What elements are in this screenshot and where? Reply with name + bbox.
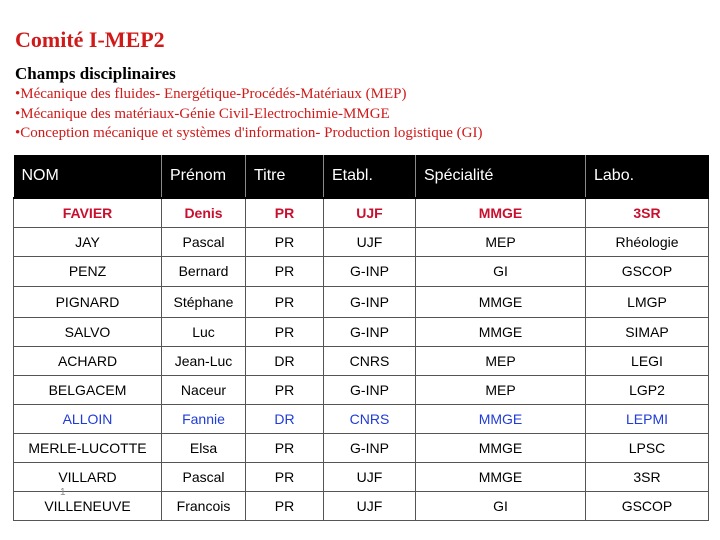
cell-etabl: UJF xyxy=(324,462,416,491)
cell-titre: PR xyxy=(246,256,324,286)
column-header-specialite: Spécialité xyxy=(416,155,586,198)
discipline-item: •Mécanique des fluides- Energétique-Procédés-Matériaux (MEP) xyxy=(15,86,407,102)
cell-labo: 3SR xyxy=(586,198,709,227)
committee-table xyxy=(13,155,709,521)
cell-titre: PR xyxy=(246,375,324,404)
cell-nom: ALLOIN xyxy=(14,404,162,433)
cell-titre: PR xyxy=(246,491,324,520)
cell-nom: BELGACEM xyxy=(14,375,162,404)
cell-specialite: GI xyxy=(416,256,586,286)
cell-specialite: MEP xyxy=(416,375,586,404)
table-row xyxy=(14,227,709,256)
table-row xyxy=(14,375,709,404)
cell-prenom: Elsa xyxy=(162,433,246,462)
cell-etabl: UJF xyxy=(324,198,416,227)
discipline-list xyxy=(15,85,482,144)
cell-specialite: MMGE xyxy=(416,198,586,227)
table-row xyxy=(14,404,709,433)
cell-nom: VILLENEUVE xyxy=(14,491,162,520)
cell-prenom: Pascal xyxy=(162,462,246,491)
discipline-item: •Mécanique des matériaux-Génie Civil-Electrochimie-MMGE xyxy=(15,105,390,122)
table-row xyxy=(14,286,709,317)
cell-prenom: Denis xyxy=(162,198,246,227)
cell-specialite: MEP xyxy=(416,346,586,375)
cell-nom: VILLARD xyxy=(14,462,162,491)
cell-etabl: G-INP xyxy=(324,375,416,404)
slide-title: Comité I-MEP2 xyxy=(15,27,165,52)
cell-labo: LEPMI xyxy=(586,404,709,433)
cell-etabl: UJF xyxy=(324,227,416,256)
cell-labo: LMGP xyxy=(586,286,709,317)
cell-titre: PR xyxy=(246,462,324,491)
cell-labo: GSCOP xyxy=(586,491,709,520)
cell-nom: SALVO xyxy=(14,317,162,346)
cell-labo: Rhéologie xyxy=(586,227,709,256)
cell-titre: DR xyxy=(246,346,324,375)
cell-prenom: Jean-Luc xyxy=(162,346,246,375)
cell-etabl: CNRS xyxy=(324,404,416,433)
cell-etabl: G-INP xyxy=(324,433,416,462)
cell-labo: GSCOP xyxy=(586,256,709,286)
cell-etabl: G-INP xyxy=(324,286,416,317)
cell-titre: PR xyxy=(246,227,324,256)
cell-specialite: MMGE xyxy=(416,317,586,346)
cell-prenom: Stéphane xyxy=(162,286,246,317)
section-subtitle: Champs disciplinaires xyxy=(15,64,176,83)
table-row xyxy=(14,433,709,462)
column-header-nom: NOM xyxy=(14,155,162,198)
table-row xyxy=(14,256,709,286)
cell-titre: DR xyxy=(246,404,324,433)
cell-specialite: MMGE xyxy=(416,462,586,491)
cell-specialite: MMGE xyxy=(416,404,586,433)
table-header-row xyxy=(14,155,709,198)
cell-labo: LPSC xyxy=(586,433,709,462)
cell-prenom: Luc xyxy=(162,317,246,346)
table-row xyxy=(14,346,709,375)
cell-nom: PIGNARD xyxy=(14,286,162,317)
cell-prenom: Bernard xyxy=(162,256,246,286)
cell-etabl: CNRS xyxy=(324,346,416,375)
cell-prenom: Fannie xyxy=(162,404,246,433)
column-header-labo: Labo. xyxy=(586,155,709,198)
table-row xyxy=(14,462,709,491)
cell-specialite: GI xyxy=(416,491,586,520)
cell-nom: PENZ xyxy=(14,256,162,286)
column-header-etabl: Etabl. xyxy=(324,155,416,198)
cell-nom: FAVIER xyxy=(14,198,162,227)
cell-specialite: MMGE xyxy=(416,286,586,317)
cell-nom: JAY xyxy=(14,227,162,256)
cell-prenom: Pascal xyxy=(162,227,246,256)
cell-specialite: MEP xyxy=(416,227,586,256)
cell-etabl: G-INP xyxy=(324,256,416,286)
table-row xyxy=(14,491,709,520)
cell-prenom: Francois xyxy=(162,491,246,520)
cell-labo: LEGI xyxy=(586,346,709,375)
cell-etabl: UJF xyxy=(324,491,416,520)
table-body xyxy=(14,198,709,520)
cell-titre: PR xyxy=(246,286,324,317)
cell-labo: SIMAP xyxy=(586,317,709,346)
page-number: 1 xyxy=(60,487,66,498)
cell-specialite: MMGE xyxy=(416,433,586,462)
cell-labo: 3SR xyxy=(586,462,709,491)
cell-nom: ACHARD xyxy=(14,346,162,375)
cell-prenom: Naceur xyxy=(162,375,246,404)
discipline-item: •Conception mécanique et systèmes d'information- Production logistique (GI) xyxy=(15,125,483,141)
cell-titre: PR xyxy=(246,433,324,462)
table-row xyxy=(14,198,709,227)
cell-titre: PR xyxy=(246,317,324,346)
cell-etabl: G-INP xyxy=(324,317,416,346)
cell-labo: LGP2 xyxy=(586,375,709,404)
cell-titre: PR xyxy=(246,198,324,227)
column-header-prenom: Prénom xyxy=(162,155,246,198)
cell-nom: MERLE-LUCOTTE xyxy=(14,433,162,462)
column-header-titre: Titre xyxy=(246,155,324,198)
table-row xyxy=(14,317,709,346)
